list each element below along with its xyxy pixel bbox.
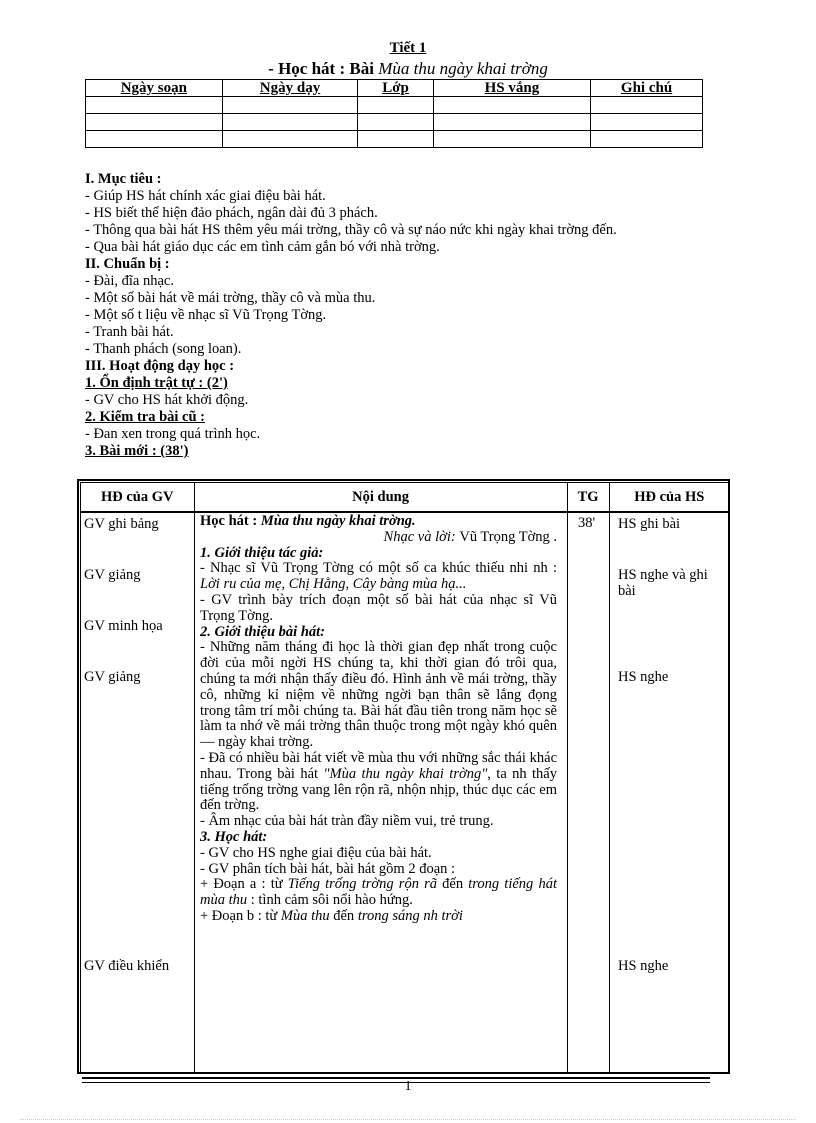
doan-a-4: trong tiếng hát mùa thu	[200, 876, 557, 909]
info-row	[86, 97, 703, 114]
header-tg: TG	[567, 483, 609, 513]
preparation-item: - Một số bài hát về mái trờng, thầy cô và mùa thu.	[85, 290, 376, 306]
hs-activity: HS ghi bài	[618, 516, 681, 532]
hs-activity: HS nghe	[618, 669, 669, 685]
doan-a-5: : tình cảm sôi nổi hào hứng.	[247, 892, 413, 909]
gv-column	[81, 512, 195, 1074]
gv-activity: GV giảng	[84, 669, 141, 685]
info-cell	[86, 114, 223, 131]
section-1-paragraph	[200, 561, 557, 593]
preparation-item: - Đài, đĩa nhạc.	[85, 273, 174, 289]
gv-activity: GV giảng	[84, 567, 141, 583]
order-heading: 1. Ổn định trật tự : (2')	[85, 375, 228, 391]
objective-item: - Giúp HS hát chính xác giai điệu bài hát.	[85, 188, 326, 204]
section-3-paragraph-2: - GV phân tích bài hát, bài hát gồm 2 đoạn :	[200, 860, 456, 877]
page-number: 1	[404, 1079, 412, 1094]
hs-activity: HS nghe	[618, 958, 669, 974]
content-title-label: Học hát :	[200, 513, 261, 529]
info-cell	[86, 97, 223, 114]
new-lesson-heading: 3. Bài mới : (38')	[85, 443, 189, 459]
section-1-heading: 1. Giới thiệu tác giả:	[200, 544, 324, 561]
section-3-doan-b	[200, 909, 557, 925]
author-label: Nhạc và lời:	[383, 528, 460, 545]
header-content: Nội dung	[194, 483, 567, 513]
objectives-heading: I. Mục tiêu :	[85, 171, 162, 187]
info-header-lop: Lớp	[358, 80, 433, 97]
section-2-heading: 2. Giới thiệu bài hát:	[200, 623, 326, 640]
info-row	[86, 131, 703, 148]
page-bottom-divider	[20, 1119, 796, 1120]
header-hs: HĐ của HS	[609, 483, 729, 513]
s1-songs: Lời ru của mẹ, Chị Hằng, Cây bàng mùa hạ...	[200, 576, 467, 593]
section-3-paragraph-1: - GV cho HS nghe giai điệu của bài hát.	[200, 844, 432, 861]
s1-text: - Nhạc sĩ Vũ Trọng Tờng có một số ca khúc thiếu nhi nh :	[200, 560, 557, 577]
objective-item: - HS biết thể hiện đảo phách, ngân dài đủ 3 phách.	[85, 205, 378, 221]
doan-b-4: trong sáng nh trời	[357, 907, 463, 924]
activities-heading: III. Hoạt động dạy học :	[85, 358, 235, 374]
doan-b-1: + Đoạn b : từ	[200, 907, 281, 924]
doan-b-3: đến	[329, 907, 358, 924]
info-header-ghi-chu: Ghi chú	[591, 80, 703, 97]
doan-a-1: + Đoạn a : từ	[200, 876, 288, 893]
activity-header-row	[81, 483, 730, 513]
review-heading: 2. Kiểm tra bài cũ :	[85, 409, 206, 425]
preparation-item: - Một số t liệu về nhạc sĩ Vũ Trọng Tờng.	[85, 307, 327, 323]
preparation-heading: II. Chuẩn bị :	[85, 256, 170, 272]
order-item: - GV cho HS hát khởi động.	[85, 392, 249, 408]
objective-item: - Thông qua bài hát HS thêm yêu mái trờng, thầy cô và sự náo nức khi ngày khai trờng đến.	[85, 222, 617, 238]
content-author	[200, 530, 557, 546]
s2-text-a: - Đã có nhiều bài hát viết về mùa thu với những sắc thái khác nhau. Trong bài hát	[200, 749, 557, 782]
info-cell	[222, 97, 358, 114]
info-cell	[222, 131, 358, 148]
info-header-row	[86, 80, 703, 97]
info-cell	[358, 131, 433, 148]
info-cell	[358, 114, 433, 131]
preparation-item: - Tranh bài hát.	[85, 324, 174, 340]
author-name: Vũ Trọng Tờng .	[459, 528, 557, 545]
info-header-hs-vang: HS vắng	[433, 80, 590, 97]
doan-a-3: đến	[437, 876, 469, 893]
lesson-content	[200, 514, 557, 925]
gv-activity: GV minh họa	[84, 618, 163, 634]
gv-activity: GV ghi bảng	[84, 516, 159, 532]
section-2-paragraph-3: - Âm nhạc của bài hát tràn đầy niềm vui, trẻ trung.	[200, 813, 494, 830]
s2-text-c: , ta nh thấy tiếng trống trờng vang lên rộn rã, nhộn nhịp, thúc dục các em đến trờng.	[200, 765, 557, 814]
lesson-number: Tiết 1	[389, 40, 427, 56]
info-cell	[433, 131, 590, 148]
section-2-paragraph-1: - Những năm tháng đi học là thời gian đẹp nhất trong cuộc đời của mỗi ngời HS chúng ta, khi thời gian đó trôi qua, chúng ta mới nhận thấy điều đó. Hình ảnh về mái trờng, thầy cô, những kỉ niệm về những ngời bạn thân sẽ lắng đọng trong tâm trí mỗi chúng ta. Bài hát đầu tiên trong năm học sẽ làm ta nhớ về mái trờng thân thuộc trong một ngày khó quên — ngày khai trờng.	[200, 639, 557, 751]
section-1-paragraph-2: - GV trình bày trích đoạn một số bài hát của nhạc sĩ Vũ Trọng Tờng.	[200, 591, 557, 624]
gv-activity: GV điều khiển	[84, 958, 170, 974]
section-3-heading: 3. Học hát:	[200, 828, 268, 845]
tg-column	[567, 512, 609, 1074]
info-cell	[433, 97, 590, 114]
time-value: 38'	[578, 515, 596, 531]
info-row	[86, 114, 703, 131]
doan-b-2: Mùa thu	[280, 907, 330, 924]
lesson-title-song: Mùa thu ngày khai trờng	[378, 59, 548, 78]
info-cell	[222, 114, 358, 131]
lesson-title-prefix: - Học hát : Bài	[268, 59, 379, 78]
info-cell	[433, 114, 590, 131]
section-3-doan-a	[200, 877, 557, 909]
content-title-song: Mùa thu ngày khai trờng.	[260, 513, 416, 529]
info-header-ngay-soan: Ngày soạn	[86, 80, 223, 97]
objective-item: - Qua bài hát giáo dục các em tình cảm gắn bó với nhà trờng.	[85, 239, 440, 255]
info-cell	[591, 131, 703, 148]
s2-song-title: "Mùa thu ngày khai trờng"	[323, 765, 488, 782]
info-cell	[591, 114, 703, 131]
info-cell	[86, 131, 223, 148]
doan-a-2: Tiếng trống trờng rộn rã	[287, 876, 437, 893]
lesson-info-table	[85, 79, 703, 148]
preparation-item: - Thanh phách (song loan).	[85, 341, 242, 357]
section-2-paragraph-2	[200, 751, 557, 814]
content-title	[200, 514, 557, 530]
info-cell	[358, 97, 433, 114]
info-cell	[591, 97, 703, 114]
review-item: - Đan xen trong quá trình học.	[85, 426, 261, 442]
hs-activity: HS nghe và ghi bài	[618, 567, 708, 599]
header-gv: HĐ của GV	[81, 483, 195, 513]
lesson-title	[0, 59, 816, 79]
info-header-ngay-day: Ngày dạy	[222, 80, 358, 97]
objectives-section	[85, 171, 725, 460]
